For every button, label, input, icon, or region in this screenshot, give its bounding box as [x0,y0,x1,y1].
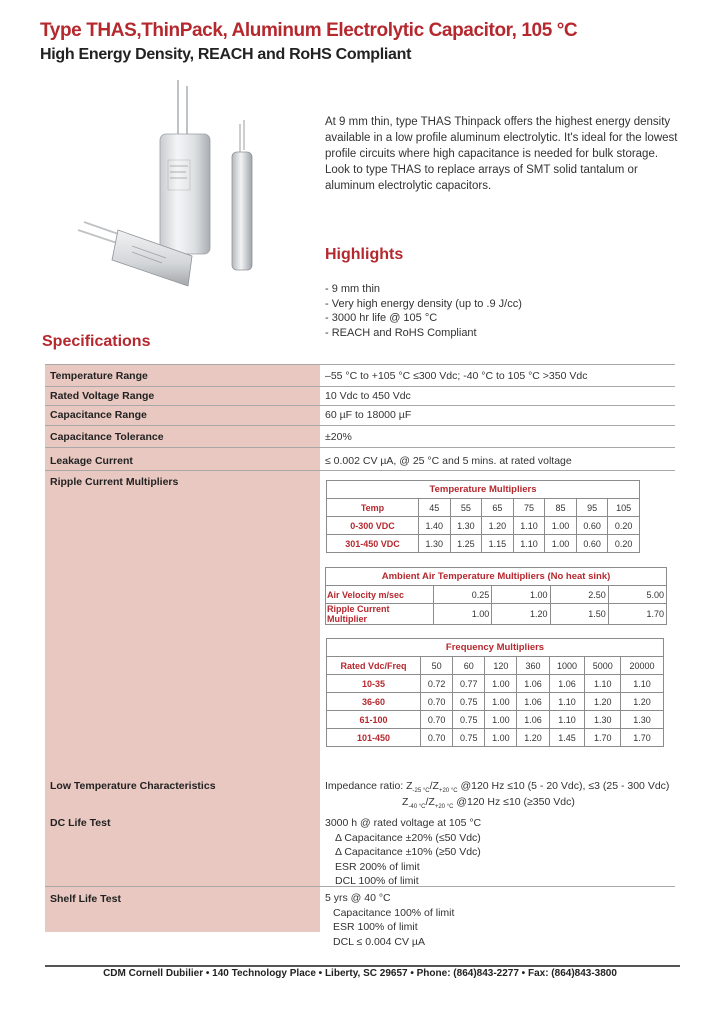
table-cell: 1.00 [545,517,577,535]
dc-life-line: ESR 200% of limit [335,860,420,873]
table-row [326,586,667,604]
table-cell: 0.70 [421,729,453,747]
table-cell: 1.00 [485,693,517,711]
table-header-cell: 45 [419,499,451,517]
table-cell: 0.75 [453,693,485,711]
table-cell: 1.70 [585,729,621,747]
shelf-life-line: ESR 100% of limit [333,921,418,933]
shelf-life-line: Capacitance 100% of limit [333,906,455,919]
table-header-row [327,499,640,517]
spec-value-low-temperature-line1 [325,780,669,794]
table-header-cell: Rated Vdc/Freq [327,657,421,675]
table-cell: 1.10 [513,517,545,535]
shelf-life-line: DCL ≤ 0.004 CV µA [333,935,425,948]
table-cell: 5.00 [608,586,666,604]
spec-value-low-temperature-line2 [402,796,575,810]
dc-life-line: Δ Capacitance ±10% (≥50 Vdc) [335,846,481,858]
spec-label-rated-voltage: Rated Voltage Range [50,390,155,402]
table-row [327,729,664,747]
impedance-text: @120 Hz ≤10 (5 - 20 Vdc), ≤3 (25 - 300 Vdc) [457,780,670,792]
table-row [327,693,664,711]
table-header-cell: 360 [517,657,549,675]
table-header-cell: 95 [576,499,608,517]
table-header-cell: 1000 [549,657,585,675]
table-cell: 1.30 [621,711,664,729]
frequency-multipliers-table [326,638,664,747]
table-cell: 1.30 [419,535,451,553]
table-caption-row [326,568,667,586]
spec-label-column [45,364,320,932]
spec-label-temperature-range: Temperature Range [50,370,148,382]
table-cell: 1.70 [621,729,664,747]
table-caption: Ambient Air Temperature Multipliers (No heat sink) [326,568,667,586]
spec-divider [45,447,675,448]
table-row-label: 101-450 [327,729,421,747]
table-row [327,711,664,729]
table-row-label: Ripple Current Multiplier [326,604,434,625]
table-row-label: 36-60 [327,693,421,711]
table-cell: 1.06 [517,675,549,693]
table-cell: 1.20 [482,517,514,535]
table-row [326,604,667,625]
footer-divider [45,965,680,967]
spec-value-leakage-current: ≤ 0.002 CV µA, @ 25 °C and 5 mins. at rated voltage [325,455,572,467]
spec-label-low-temperature: Low Temperature Characteristics [50,780,216,792]
table-cell: 0.20 [608,535,640,553]
table-row-label: Air Velocity m/sec [326,586,434,604]
table-cell: 1.30 [585,711,621,729]
table-header-cell: Temp [327,499,419,517]
table-cell: 0.60 [576,535,608,553]
table-header-cell: 105 [608,499,640,517]
table-cell: 0.60 [576,517,608,535]
table-cell: 1.30 [450,517,482,535]
highlight-item: - 9 mm thin [325,283,381,295]
table-cell: 0.77 [453,675,485,693]
page-subtitle: High Energy Density, REACH and RoHS Compliant [40,46,412,63]
shelf-life-line: 5 yrs @ 40 °C [325,892,391,904]
table-cell: 0.25 [434,586,492,604]
highlights-heading: Highlights [325,246,404,263]
spec-value-temperature-range: –55 °C to +105 °C ≤300 Vdc; -40 °C to 105 °C >350 Vdc [325,370,588,382]
table-cell: 1.50 [550,604,608,625]
table-header-cell: 50 [421,657,453,675]
spec-value-capacitance-tolerance: ±20% [325,431,352,443]
spec-divider [45,386,675,387]
table-cell: 1.00 [485,729,517,747]
highlights-list [325,282,665,340]
impedance-text: /Z [429,780,439,792]
table-header-cell: 55 [450,499,482,517]
impedance-text: @120 Hz ≤10 (≥350 Vdc) [453,796,575,808]
table-header-row [327,657,664,675]
dc-life-line: Δ Capacitance ±20% (≤50 Vdc) [335,831,481,844]
spec-label-ripple-current: Ripple Current Multipliers [50,476,179,488]
table-row [327,517,640,535]
table-cell: 0.70 [421,693,453,711]
spec-divider [45,425,675,426]
highlight-item: - REACH and RoHS Compliant [325,326,477,339]
table-cell: 1.20 [517,729,549,747]
table-cell: 1.45 [549,729,585,747]
table-caption: Frequency Multipliers [327,639,664,657]
table-header-cell: 85 [545,499,577,517]
spec-label-shelf-life: Shelf Life Test [50,893,121,905]
table-row-label: 0-300 VDC [327,517,419,535]
table-cell: 1.10 [549,693,585,711]
table-cell: 1.00 [485,675,517,693]
table-cell: 2.50 [550,586,608,604]
table-cell: 1.00 [492,586,550,604]
spec-value-shelf-life [325,891,454,949]
impedance-text: Z [402,796,409,808]
table-cell: 0.75 [453,729,485,747]
table-row [327,675,664,693]
table-cell: 0.72 [421,675,453,693]
spec-divider [45,405,675,406]
table-cell: 1.00 [545,535,577,553]
table-cell: 1.20 [585,693,621,711]
impedance-subscript: +20 °C [438,788,458,795]
highlight-item: - 3000 hr life @ 105 °C [325,312,438,324]
dc-life-line: 3000 h @ rated voltage at 105 °C [325,817,482,829]
table-cell: 1.25 [450,535,482,553]
impedance-subscript: -40 °C [408,804,426,811]
table-cell: 1.10 [513,535,545,553]
table-header-cell: 60 [453,657,485,675]
table-cell: 0.70 [421,711,453,729]
table-header-cell: 65 [482,499,514,517]
table-row-label: 10-35 [327,675,421,693]
table-cell: 1.70 [608,604,666,625]
table-cell: 1.10 [549,711,585,729]
impedance-subscript: +20 °C [434,804,454,811]
specifications-heading: Specifications [42,333,151,350]
table-row-label: 301-450 VDC [327,535,419,553]
table-caption-row [327,639,664,657]
temperature-multipliers-table [326,480,640,553]
table-cell: 0.75 [453,711,485,729]
table-cell: 1.00 [434,604,492,625]
product-photo [74,80,300,300]
spec-value-capacitance-range: 60 µF to 18000 µF [325,409,412,421]
spec-label-capacitance-tolerance: Capacitance Tolerance [50,431,164,443]
table-cell: 1.15 [482,535,514,553]
page-title: Type THAS,ThinPack, Aluminum Electrolytic Capacitor, 105 °C [40,20,578,41]
spec-label-leakage-current: Leakage Current [50,455,133,467]
table-header-cell: 75 [513,499,545,517]
spec-label-dc-life: DC Life Test [50,817,111,829]
intro-paragraph: At 9 mm thin, type THAS Thinpack offers the highest energy density available in a low profile aluminum electrolytic. It's ideal for the lowest profile circuits where high capacitance is needed for bulk storage. Look to type THAS to replace arrays of SMT solid tantalum or aluminum electrolytic capacitors. [325,116,678,192]
table-caption: Temperature Multipliers [327,481,640,499]
spec-value-rated-voltage: 10 Vdc to 450 Vdc [325,390,411,402]
dc-life-line: DCL 100% of limit [335,875,419,887]
table-cell: 1.10 [585,675,621,693]
footer-contact: CDM Cornell Dubilier • 140 Technology Place • Liberty, SC 29657 • Phone: (864)843-2277 • Fax: (864)843-3800 [103,968,617,979]
spec-label-capacitance-range: Capacitance Range [50,409,147,421]
spec-value-dc-life [325,816,481,889]
impedance-text: Impedance ratio: Z [325,780,413,792]
table-cell: 1.20 [621,693,664,711]
table-cell: 1.06 [517,693,549,711]
ambient-air-multipliers-table [325,567,667,625]
table-cell: 1.06 [549,675,585,693]
table-cell: 0.20 [608,517,640,535]
impedance-text: /Z [425,796,435,808]
table-header-cell: 120 [485,657,517,675]
table-cell: 1.06 [517,711,549,729]
table-cell: 1.40 [419,517,451,535]
table-cell: 1.10 [621,675,664,693]
highlight-item: - Very high energy density (up to .9 J/cc) [325,297,522,310]
table-cell: 1.00 [485,711,517,729]
impedance-subscript: -25 °C [412,788,430,795]
table-cell: 1.20 [492,604,550,625]
table-header-cell: 5000 [585,657,621,675]
table-row [327,535,640,553]
table-row-label: 61-100 [327,711,421,729]
spec-divider [45,364,675,365]
spec-divider [45,470,675,471]
table-header-cell: 20000 [621,657,664,675]
table-caption-row [327,481,640,499]
